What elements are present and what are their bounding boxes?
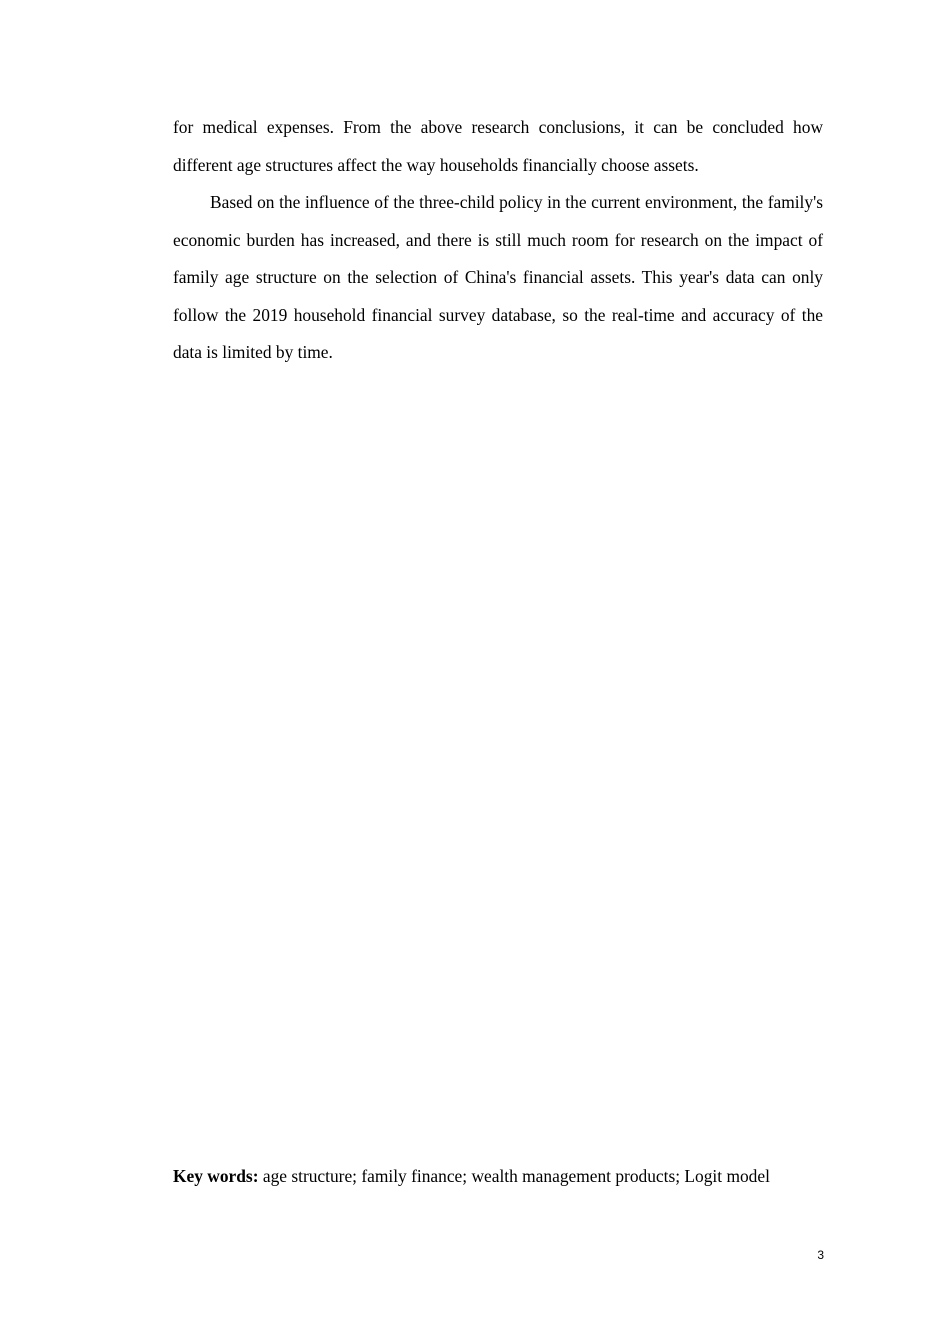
keywords-label: Key words: [173, 1166, 259, 1186]
keywords-line [173, 1158, 823, 1196]
keywords-text: age structure; family finance; wealth management products; Logit model [262, 1166, 770, 1186]
body-text [173, 109, 823, 372]
paragraph-three-child-policy: Based on the influence of the three-child policy in the current environment, the family's economic burden has increased, and there is still much room for research on the impact of family age structure on the selection of China's financial assets. This year's data can only follow the 2019 household financial survey database, so the real-time and accuracy of the data is limited by time. [173, 192, 823, 362]
paragraph-continuation: for medical expenses. From the above research conclusions, it can be concluded how different age structures affect the way households financially choose assets. [173, 117, 823, 175]
page-number: 3 [817, 1248, 824, 1262]
